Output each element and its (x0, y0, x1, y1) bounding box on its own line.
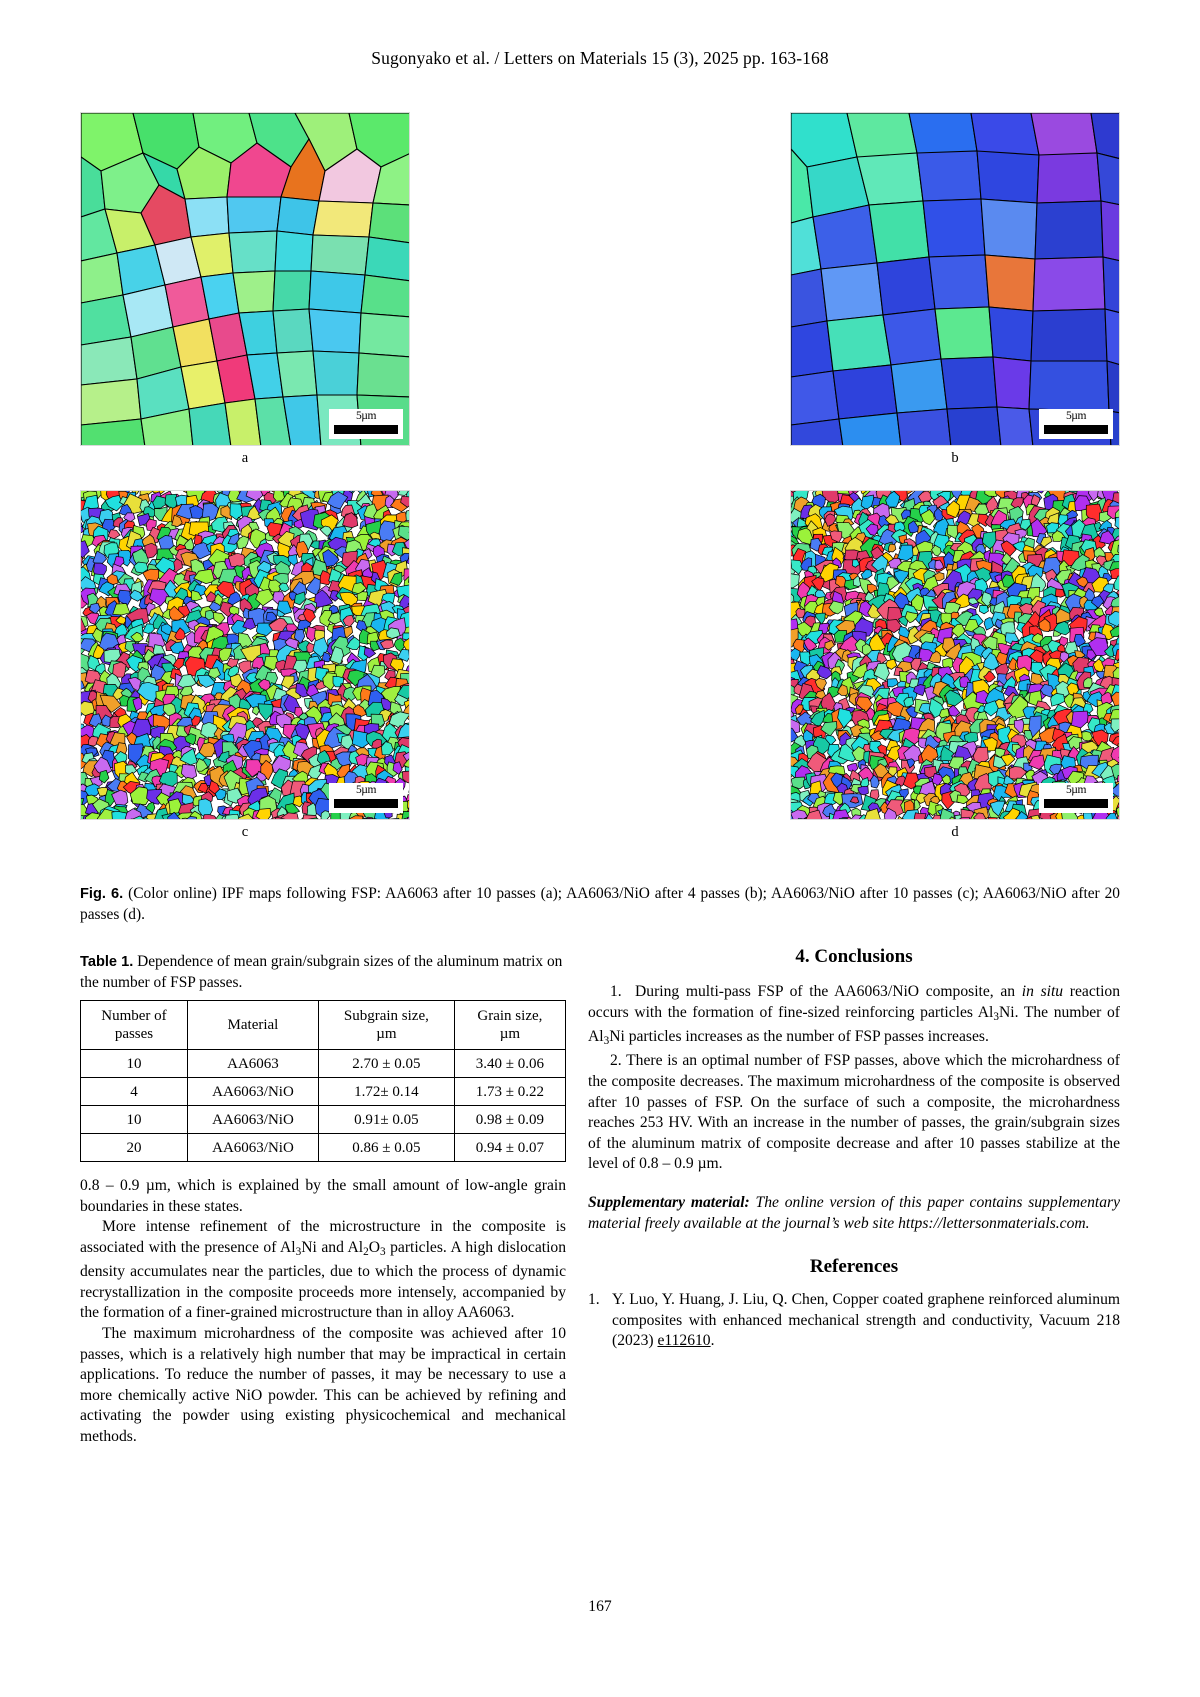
ipf-map-d (790, 490, 1120, 820)
ipf-map-c (80, 490, 410, 820)
scale-bar-c (329, 783, 403, 813)
panel-letter-c: c (241, 824, 249, 840)
table-header-row (81, 1001, 566, 1050)
scale-bar-a (329, 409, 403, 439)
table-cell-material: AA6063 (187, 1050, 318, 1078)
reference-body: Y. Luo, Y. Huang, J. Liu, Q. Chen, Copper coated graphene reinforced aluminum composites with enhanced mechanical strength and conductivity, Vacuum 218 (2023) (612, 1291, 1120, 1350)
left-column (80, 952, 566, 1448)
table-cell-grain: 3.40 ± 0.06 (454, 1050, 565, 1078)
supplementary-label: Supplementary material: (588, 1193, 750, 1211)
panel-letter-d: d (951, 824, 959, 840)
table-header-passes-line2: passes (114, 1026, 154, 1042)
table-cell-material: AA6063/NiO (187, 1134, 318, 1162)
running-head: Sugonyako et al. / Letters on Materials 15 (3), 2025 pp. 163-168 (371, 48, 829, 68)
ipf-map-c-svg (81, 491, 410, 820)
scale-bar-line-c (334, 799, 398, 808)
scale-bar-line-d (1044, 799, 1108, 808)
panel-letter-a: a (241, 450, 249, 466)
right-column (588, 946, 1120, 1352)
reference-doi-link[interactable]: e112610 (657, 1332, 711, 1350)
table-header-grain-line1: Grain size, (477, 1008, 543, 1024)
ipf-map-b (790, 112, 1120, 446)
figure-caption-text: (Color online) IPF maps following FSP: AA6063 after 10 passes (a); AA6063/NiO after 4 passes (b); AA6063/NiO after 10 passes (c); AA6063/NiO after 20 passes (d). (80, 885, 1120, 923)
table-cell-passes: 10 (81, 1050, 188, 1078)
figure-panel-a (80, 112, 410, 468)
figure-panel-d (790, 490, 1120, 842)
table-row (81, 1050, 566, 1078)
table-cell-subgrain: 0.91± 0.05 (318, 1106, 454, 1134)
conclusions-heading: 4. Conclusions (795, 946, 913, 967)
table-label: Table 1. (80, 954, 134, 970)
ipf-map-a (80, 112, 410, 446)
table-title (80, 952, 566, 992)
scale-bar-b (1039, 409, 1113, 439)
panel-letter-b: b (951, 450, 959, 466)
table-cell-passes: 4 (81, 1078, 188, 1106)
table-title-text: Dependence of mean grain/subgrain sizes of the aluminum matrix on the number of FSP passes. (80, 953, 563, 991)
supplementary-material (588, 1193, 1120, 1234)
grain-size-table (80, 1000, 566, 1162)
reference-item (588, 1290, 1120, 1352)
paragraph-1: 0.8 – 0.9 µm, which is explained by the small amount of low-angle grain boundaries in these states. (80, 1177, 566, 1215)
table-cell-material: AA6063/NiO (187, 1078, 318, 1106)
table-header-subgrain-line1: Subgrain size, (343, 1008, 429, 1024)
scale-bar-d (1039, 783, 1113, 813)
figure-caption (80, 884, 1120, 924)
table-header-passes-line1: Number of (101, 1008, 167, 1024)
table-header-grain-line2: µm (499, 1026, 521, 1042)
page-number: 167 (588, 1598, 612, 1615)
scale-bar-line-b (1044, 425, 1108, 434)
table-header-material-line1: Material (227, 1017, 279, 1033)
scale-bar-label-d: 5µm (1065, 784, 1087, 796)
scale-bar-label-b: 5µm (1065, 410, 1087, 422)
reference-tail: . (710, 1332, 715, 1350)
conclusion-1: 1. During multi-pass FSP of the AA6063/NiO composite, an in situ reaction occurs with the formation of fine-sized reinforcing particles $Al_3Ni$. The number of $Al_3Ni$ particles increases as the number of FSP passes increases. (588, 983, 1120, 1047)
figure-6 (80, 112, 1120, 842)
table-cell-grain: 0.98 ± 0.09 (454, 1106, 565, 1134)
table-cell-material: AA6063/NiO (187, 1106, 318, 1134)
table-cell-passes: 10 (81, 1106, 188, 1134)
table-cell-passes: 20 (81, 1134, 188, 1162)
table-header-grain (454, 1001, 565, 1050)
table-row (81, 1106, 566, 1134)
figure-row-bottom (80, 490, 1120, 842)
table-cell-subgrain: 2.70 ± 0.05 (318, 1050, 454, 1078)
ipf-map-a-svg (81, 113, 410, 446)
table-header-material (187, 1001, 318, 1050)
figure-panel-b (790, 112, 1120, 468)
figure-row-top (80, 112, 1120, 468)
figure-caption-label: Fig. 6. (80, 886, 124, 902)
references-heading: References (809, 1256, 899, 1278)
ipf-map-d-svg (791, 491, 1120, 820)
table-row (81, 1078, 566, 1106)
table-cell-grain: 1.73 ± 0.22 (454, 1078, 565, 1106)
table-cell-subgrain: 0.86 ± 0.05 (318, 1134, 454, 1162)
paragraph-3: The maximum microhardness of the composite was achieved after 10 passes, which is a relatively high number that may be impractical in certain applications. To reduce the number of passes, it may be necessary to use a more chemically active NiO powder. This can be achieved by refining and activating the powder using existing physicochemical and mechanical methods. (80, 1324, 566, 1445)
table-header-subgrain-line2: µm (376, 1026, 397, 1042)
table-row (81, 1134, 566, 1162)
reference-number: 1. (588, 1291, 600, 1309)
table-header-subgrain (318, 1001, 454, 1050)
scale-bar-label-c: 5µm (355, 784, 377, 796)
scale-bar-line-a (334, 425, 398, 434)
supplementary-text: The online version of this paper contains supplementary material freely available at the journal’s web site https://lettersonmaterials.com. (588, 1193, 1120, 1232)
paragraph-2: More intense refinement of the microstructure in the composite is associated with the presence of $Al_3Ni$ and $Al_2O_3$ particles. A high dislocation density accumulates near the particles, due to which the process of dynamic recrystallization in the composite proceeds more intensely, accompanied by the formation of a finer-grained microstructure than in alloy AA6063. (80, 1218, 567, 1322)
table-header-passes (81, 1001, 188, 1050)
ipf-map-b-svg (791, 113, 1120, 446)
reference-text (612, 1290, 1120, 1352)
figure-panel-c (80, 490, 410, 842)
conclusion-2: 2. There is an optimal number of FSP passes, above which the microhardness of the composite decreases. The maximum microhardness of the composite is observed after 10 passes of FSP. On the surface of such a composite, the microhardness reaches 253 HV. With an increase in the number of passes, the grain/subgrain sizes of the aluminum matrix of composite decrease and after 10 passes stabilize at the level of 0.8 – 0.9 µm. (588, 1052, 1120, 1173)
scale-bar-label-a: 5µm (355, 410, 377, 422)
table-cell-subgrain: 1.72± 0.14 (318, 1078, 454, 1106)
table-cell-grain: 0.94 ± 0.07 (454, 1134, 565, 1162)
